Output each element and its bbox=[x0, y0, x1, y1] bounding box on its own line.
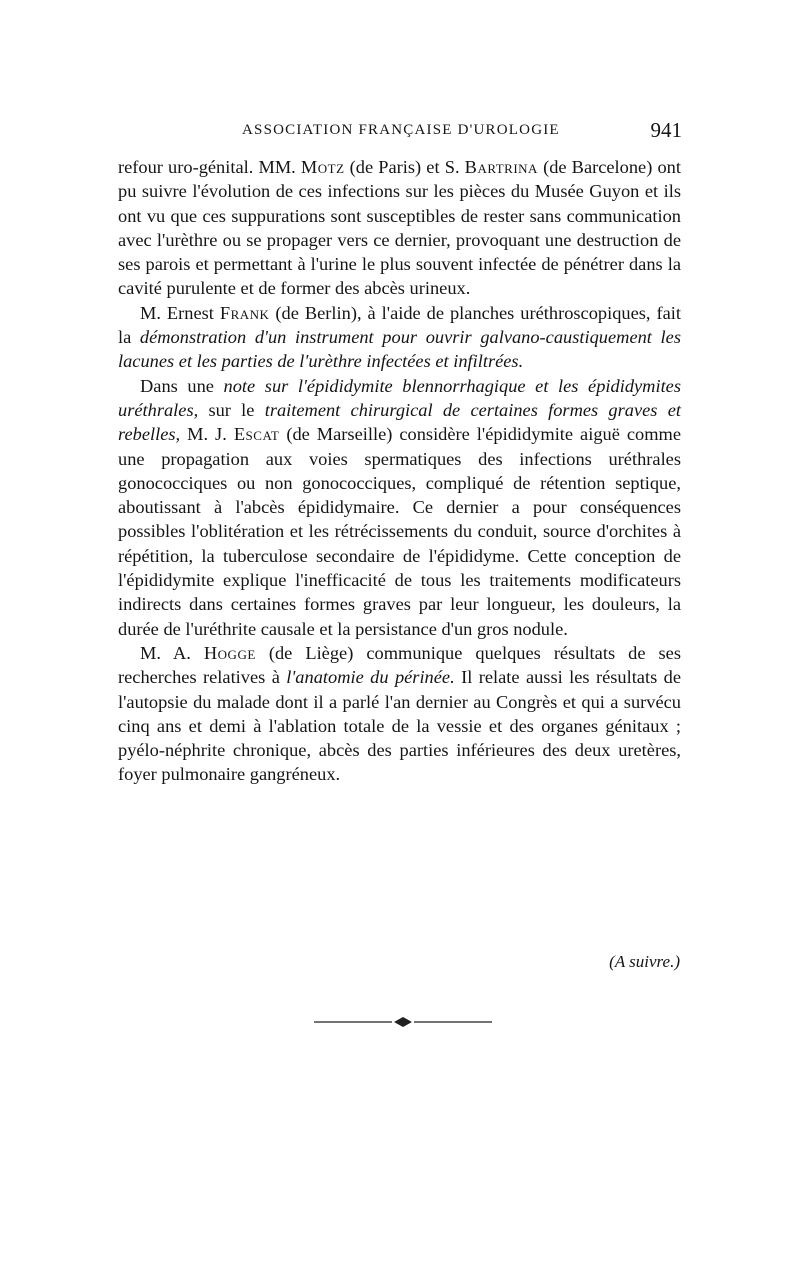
paragraph-motz-bartrina bbox=[118, 155, 681, 301]
italic-title: traitement chirurgical de certaines formes graves et rebelles, bbox=[118, 399, 681, 445]
text-run: (de Paris) et S. bbox=[344, 157, 465, 177]
text-run: M. Ernest bbox=[140, 302, 220, 323]
text-run: M. A. bbox=[140, 642, 204, 663]
text-run: Il relate aussi les résultats de l'autopsie du malade dont il a parlé l'an dernier au Congrès et qui a survécu cinq ans et demi à l'ablation totale de la vessie et des organes génitaux ; pyélo-néphrite chronique, abcès des parties inférieures des deux uretères, foyer pulmonaire gangréneux. bbox=[118, 667, 681, 785]
text-run: sur le bbox=[198, 399, 265, 420]
author-name-motz: Motz bbox=[300, 157, 345, 177]
text-run: refour uro-génital. MM. bbox=[118, 157, 301, 177]
paragraph-frank bbox=[118, 301, 681, 374]
ornamental-divider bbox=[314, 1016, 492, 1028]
to-be-continued: (A suivre.) bbox=[609, 952, 680, 971]
body-text bbox=[118, 155, 681, 787]
text-run: Dans une bbox=[140, 375, 224, 396]
paragraph-hogge bbox=[118, 641, 681, 787]
italic-title: démonstration d'un instrument pour ouvrir galvano-caustiquement les lacunes et les parties de l'urèthre infectées et infiltrées. bbox=[118, 327, 681, 372]
author-name-hogge: Hogge bbox=[203, 642, 256, 663]
text-run: M. J. bbox=[180, 424, 234, 445]
page-header bbox=[118, 118, 682, 148]
text-run: (de Marseille) considère l'épididymite aiguë comme une propagation aux voies spermatiques des infections uréthrales gonococciques ou non gonococciques, compliqué de rétention septique, aboutissant à l'abcès épididymaire. Ce dernier a pour conséquences possibles l'oblitération et les rétrécissements du conduit, source d'orchites à répétition, la tuberculose secondaire de l'épididyme. Cette conception de l'épididymite explique l'inefficacité de tous les traitements modificateurs indirects dans certaines formes graves par leur longueur, les douleurs, la durée de l'uréthrite causale et la persistance d'un gros nodule. bbox=[118, 424, 682, 639]
running-title: ASSOCIATION FRANÇAISE D'UROLOGIE bbox=[242, 122, 560, 138]
text-run: (de Barcelone) ont pu suivre l'évolution de ces infections sur les pièces du Musée Guyon et ils ont vu que ces suppurations sont susceptibles de rester sans communication avec l'urèthre ou se propager vers ce dernier, provoquant une destruction de ses parois et permettant à l'urine le plus souvent infectée de pénétrer dans la cavité purulente et de former des abcès urineux. bbox=[118, 157, 681, 299]
page-number: 941 bbox=[650, 118, 682, 142]
author-name-escat: Escat bbox=[233, 424, 280, 445]
text-run: (de Liège) communique quelques résultats de ses recherches relatives à bbox=[118, 642, 682, 688]
author-name-bartrina: Bartrina bbox=[464, 157, 538, 177]
text-run: (de Berlin), à l'aide de planches uréthroscopiques, fait la bbox=[118, 302, 681, 348]
italic-title: note sur l'épididymite blennorrhagique et les épididymites uréthrales, bbox=[118, 375, 682, 420]
paragraph-escat bbox=[118, 374, 681, 641]
italic-title: l'anatomie du périnée. bbox=[286, 667, 455, 688]
author-name-frank: Frank bbox=[219, 302, 270, 323]
